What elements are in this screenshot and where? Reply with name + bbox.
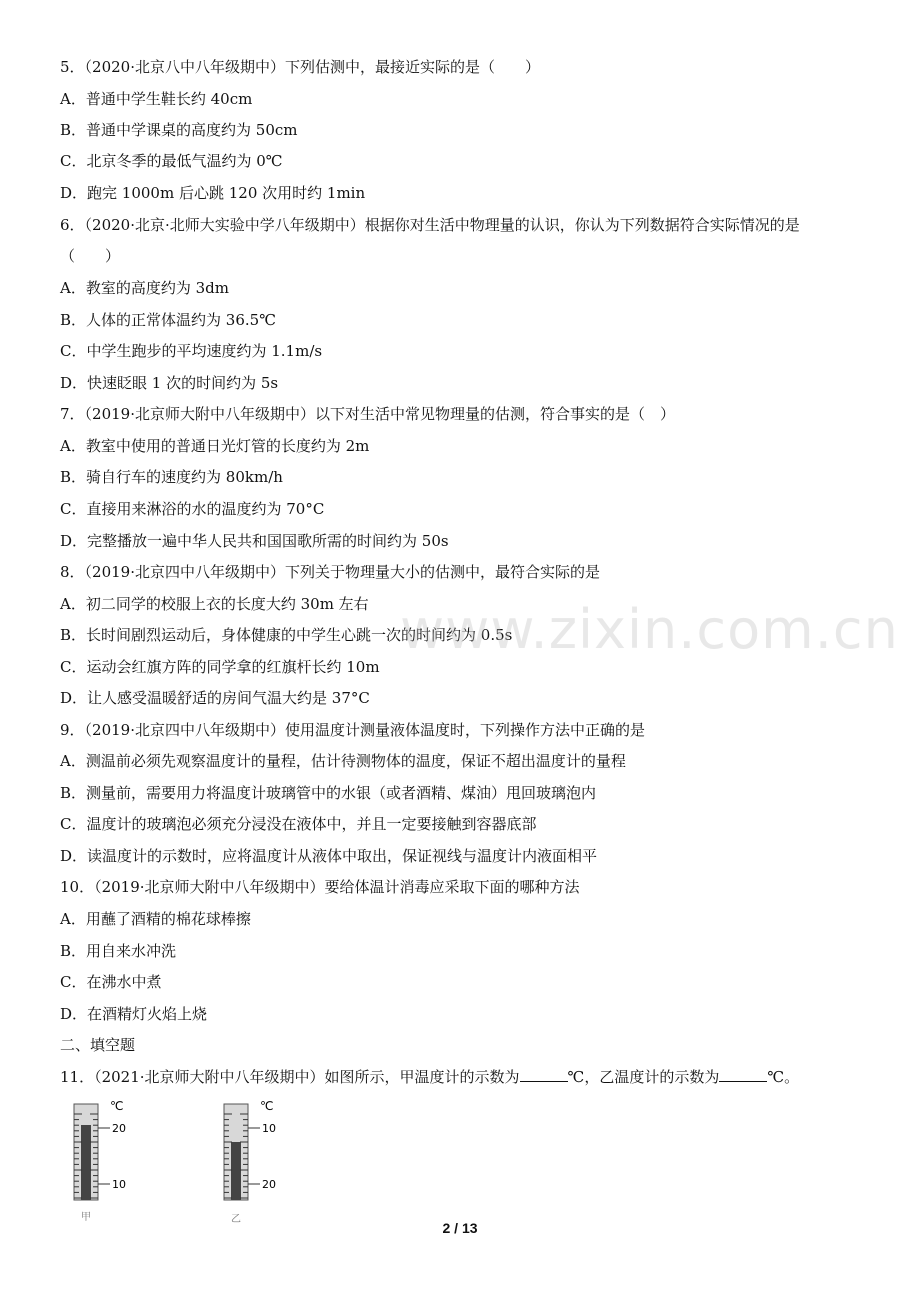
question-11-stem: 11．（2021·北京师大附中八年级期中）如图所示，甲温度计的示数为 ℃，乙温度计的示数为 ℃。 (60, 1068, 800, 1086)
thermometer-jia (74, 1099, 126, 1223)
thermometer-figure-svg (60, 1098, 320, 1228)
thermometer-yi-bottom-tick: 20 (262, 1178, 276, 1191)
question-6-option-b: B．人体的正常体温约为 36.5℃ (60, 311, 276, 329)
question-9-option-c: C．温度计的玻璃泡必须充分浸没在液体中，并且一定要接触到容器底部 (60, 815, 537, 833)
answer-blank-1[interactable] (520, 1067, 568, 1082)
thermometer-yi-column (231, 1142, 241, 1200)
question-6-option-c: C．中学生跑步的平均速度约为 1.1m/s (60, 342, 323, 360)
question-9-option-a: A．测温前必须先观察温度计的量程，估计待测物体的温度，保证不超出温度计的量程 (60, 752, 626, 770)
question-6-option-a: A．教室的高度约为 3dm (60, 279, 229, 297)
question-8-option-a: A．初二同学的校服上衣的长度大约 30m 左右 (60, 595, 369, 613)
thermometer-jia-unit: ℃ (110, 1099, 124, 1113)
question-6-option-d: D．快速眨眼 1 次的时间约为 5s (60, 374, 279, 392)
question-8-option-d: D．让人感受温暖舒适的房间气温大约是 37°C (60, 689, 370, 707)
answer-blank-2[interactable] (719, 1067, 767, 1082)
watermark: www.zixin.com.cn (400, 598, 899, 661)
thermometer-yi-label: 乙 (231, 1214, 241, 1225)
thermometer-yi-top-tick: 10 (262, 1122, 276, 1135)
question-10-option-b: B．用自来水冲洗 (60, 942, 177, 960)
question-8-option-c: C．运动会红旗方阵的同学拿的红旗杆长约 10m (60, 658, 380, 676)
question-10-option-d: D．在酒精灯火焰上烧 (60, 1005, 208, 1023)
question-9-stem: 9．（2019·北京四中八年级期中）使用温度计测量液体温度时，下列操作方法中正确的是 (60, 721, 645, 739)
question-5-stem: 5．（2020·北京八中八年级期中）下列估测中，最接近实际的是（ ） (60, 58, 540, 76)
question-6-stem-cont: （ ） (60, 247, 121, 265)
thermometer-jia-column (81, 1125, 91, 1200)
question-5-option-d: D．跑完 1000m 后心跳 120 次用时约 1min (60, 184, 366, 202)
question-5-option-c: C．北京冬季的最低气温约为 0℃ (60, 152, 283, 170)
thermometer-figure (60, 1098, 320, 1228)
thermometer-jia-label: 甲 (81, 1212, 91, 1223)
question-10-option-a: A．用蘸了酒精的棉花球棒擦 (60, 910, 251, 928)
question-7-option-c: C．直接用来淋浴的水的温度约为 70°C (60, 500, 325, 518)
question-7-option-a: A．教室中使用的普通日光灯管的长度约为 2m (60, 437, 370, 455)
question-7-option-b: B．骑自行车的速度约为 80km/h (60, 468, 283, 486)
question-5-option-b: B．普通中学课桌的高度约为 50cm (60, 121, 298, 139)
thermometer-jia-bottom-tick: 10 (112, 1178, 126, 1191)
section-title: 二、填空题 (60, 1036, 136, 1054)
thermometer-yi-unit: ℃ (260, 1099, 274, 1113)
question-8-option-b: B．长时间剧烈运动后，身体健康的中学生心跳一次的时间约为 0.5s (60, 626, 513, 644)
question-5-option-a: A．普通中学生鞋长约 40cm (60, 90, 253, 108)
question-7-stem: 7．（2019·北京师大附中八年级期中）以下对生活中常见物理量的估测，符合事实的是（ ） (60, 405, 675, 423)
thermometer-jia-top-tick: 20 (112, 1122, 126, 1135)
question-6-stem: 6．（2020·北京·北师大实验中学八年级期中）根据你对生活中物理量的认识，你认为下列数据符合实际情况的是 (60, 216, 800, 234)
question-9-option-d: D．读温度计的示数时，应将温度计从液体中取出，保证视线与温度计内液面相平 (60, 847, 598, 865)
page-number: 2 / 13 (442, 1220, 478, 1236)
thermometer-yi (224, 1099, 276, 1225)
question-8-stem: 8．（2019·北京四中八年级期中）下列关于物理量大小的估测中，最符合实际的是 (60, 563, 600, 581)
question-9-option-b: B．测量前，需要用力将温度计玻璃管中的水银（或者酒精、煤油）甩回玻璃泡内 (60, 784, 597, 802)
question-7-option-d: D．完整播放一遍中华人民共和国国歌所需的时间约为 50s (60, 532, 449, 550)
question-10-stem: 10．（2019·北京师大附中八年级期中）要给体温计消毒应采取下面的哪种方法 (60, 878, 580, 896)
question-10-option-c: C．在沸水中煮 (60, 973, 162, 991)
